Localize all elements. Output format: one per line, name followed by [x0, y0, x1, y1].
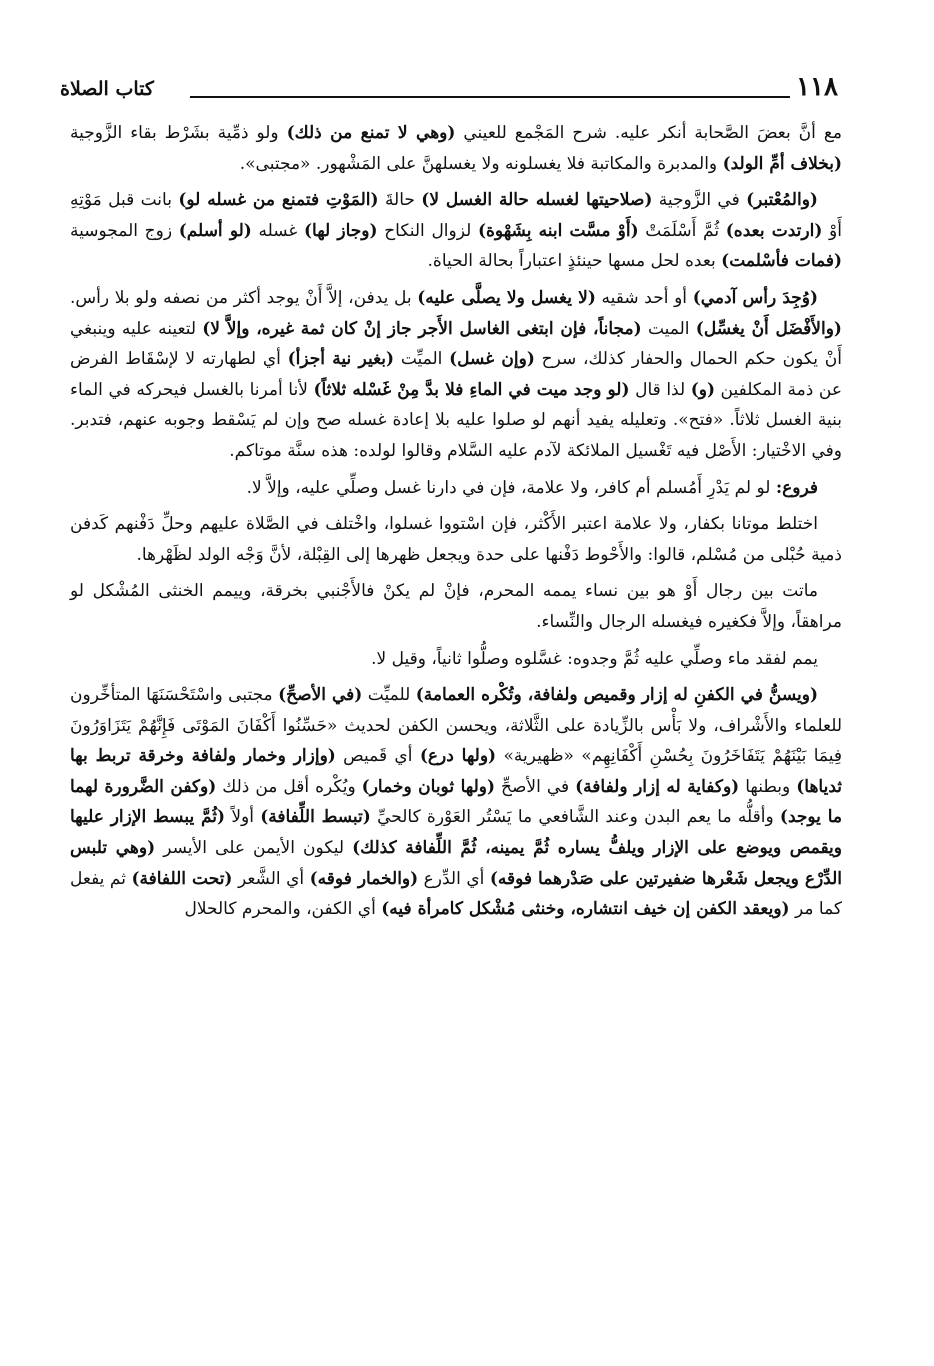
bold-run: (والمُعْتبر)	[746, 190, 818, 211]
bold-run: (ثُمَّ يبسط الإزار عليها ويقمص ويوضع على الإزار ويلفُّ يساره ثُمَّ يمينه، ثُمَّ اللِّفافة كذلك)	[70, 807, 843, 859]
text-run: أي لطهارته لا لإسْقَاط الفرض عن ذمة المكلفين	[70, 349, 842, 400]
text-run: بانت قبل مَوْتِهِ أَوْ	[70, 190, 842, 241]
text-run: يمم لفقد ماء وصلِّي عليه ثُمَّ وجدوه: غسَّلوه وصلُّوا ثانياً، وقيل لا.	[371, 648, 818, 669]
text-run: غسله	[251, 220, 304, 241]
bold-run: (بخلاف أمِّ الولد)	[722, 153, 842, 174]
bold-run: فروع:	[775, 477, 818, 498]
text-run: مجتبى واسْتَحْسَنَهَا المتأخِّرون للعلماء والأَشْراف، ولا بَأْس بالزِّيادة على الثَّلاثة، ويحسن الكفن لحديث «حَسِّنُوا أَكْفَانَ المَوْتَى فَإِنَّهُمْ يَتَزَاوَرُونَ فِيمَا بَيْنَهُمْ يَتَفَاخَرُونَ بِحُسْنِ أَكْفَانِهِم» «ظهيرية»	[70, 685, 843, 767]
paragraph	[70, 680, 842, 925]
bold-run: (ارتدت بعده)	[725, 220, 823, 241]
text-run: زوج المجوسية	[70, 220, 179, 241]
text-run: للميِّت	[362, 685, 416, 706]
text-run: أي الكفن، والمحرم كالحلال	[184, 899, 382, 920]
text-run: وأقلُّه ما يعم البدن وعند الشَّافعي ما يَسْتُر العَوْرة كالحيِّ	[370, 807, 780, 828]
text-run: في الزَّوجية	[652, 190, 747, 211]
text-run: ليكون الأيمن على الأيسر	[155, 838, 353, 859]
text-run: أي الشَّعر	[232, 868, 310, 889]
bold-run: (والأَفْضَل أَنْ يغسِّل)	[695, 318, 842, 339]
bold-run: (لو وجد ميت في الماءِ فلا بدَّ مِنْ غَسْله ثلاثاً)	[313, 379, 630, 400]
page-header	[60, 72, 838, 106]
paragraph	[70, 283, 842, 467]
text-run: بل يدفن، إلاَّ أَنْ يوجد أكثر من نصفه ولو بلا رأس.	[70, 287, 418, 308]
text-run: بعده لحل مسها حينئذٍ اعتباراً بحالة الحياة.	[427, 251, 722, 272]
header-rule	[190, 96, 790, 98]
bold-run: (ويعقد الكفن إن خيف انتشاره، وخنثى مُشْكل كامرأة فيه)	[381, 899, 790, 920]
text-run: أي الدِّرع	[418, 868, 490, 889]
bold-run: (ويسنُّ في الكفنِ له إزار وقميص ولفافة، وتُكْره العمامة)	[415, 685, 819, 706]
paragraph	[70, 118, 842, 179]
text-run: وبطنها	[739, 776, 797, 797]
bold-run: (مجاناً، فإن ابتغى الغاسل الأَجر جاز إنْ كان ثمة غيره، وإلاَّ لا)	[202, 318, 642, 339]
text-run: الميِّت	[394, 349, 450, 370]
bold-run: (والخمار فوقه)	[309, 868, 419, 889]
text-run: لو لم يَدْرِ أَمُسلم أم كافر، ولا علامة، فإن في دارنا غسل وصلِّي عليه، وإلاَّ لا.	[246, 477, 776, 498]
text-run: ولو ذمِّية بشَرْط بقاء الزَّوجية	[70, 123, 287, 143]
text-run: حالةَ	[378, 190, 422, 211]
text-run: لأنا أمرنا بالغسل فيحركه في الماء بنية الغسل ثلاثاً. «فتح». وتعليله يفيد أنهم لو صلوا عليه بلا إعادة غسله صح وإن لم يَسْقط وجوبه عنهم، فتدبر. وفي الاخْتيار: الأَصْل فيه تَغْسيل الملائكة لآدم عليه السَّلام وقالوا لولده: هذه سنَّة موتاكم.	[70, 379, 842, 461]
text-run: ويُكْره أقل من ذلك	[216, 776, 362, 797]
bold-run: (المَوْتِ فتمنع من غسله لو)	[178, 190, 379, 211]
bold-run: (ولها درع)	[419, 746, 497, 767]
text-run: أولاً	[225, 807, 261, 828]
text-run: الميت	[641, 318, 696, 339]
text-run: لذا قال	[629, 379, 691, 400]
text-run: أو أحد شقيه	[595, 287, 693, 308]
page-number: ١١٨	[796, 72, 838, 102]
bold-run: (وكفاية له إزار ولفافة)	[575, 776, 740, 797]
text-run: ثُمَّ أَسْلَمَتْ	[638, 220, 726, 241]
text-run: والمدبرة والمكاتبة فلا يغسلونه ولا يغسلهنَّ على المَشْهور. «مجتبى».	[239, 153, 723, 174]
body-text	[70, 118, 842, 931]
paragraph	[70, 644, 842, 675]
paragraph	[70, 185, 842, 277]
bold-run: (وإزار وخمار ولفافة وخرقة تربط بها ثدياها)	[70, 746, 842, 797]
text-run: لتعينه عليه وينبغي أَنْ يكون حكم الحمال والحفار كذلك، سرح	[70, 318, 842, 370]
text-run: ثم يفعل كما مر	[70, 868, 842, 920]
bold-run: (بغير نية أجزأ)	[287, 349, 395, 370]
paragraph	[70, 576, 842, 637]
text-run: في الأصحِّ	[495, 776, 576, 797]
bold-run: (صلاحيتها لغسله حالة الغسل لا)	[421, 190, 653, 211]
bold-run: (وجاز لها)	[303, 220, 378, 241]
bold-run: (أَوْ مسَّت ابنه بِشَهْوة)	[477, 220, 639, 241]
bold-run: (لو أسلم)	[178, 220, 252, 241]
bold-run: (في الأصحِّ)	[278, 685, 363, 706]
bold-run: (وهي لا تمنع من ذلك)	[286, 123, 456, 143]
paragraph	[70, 473, 842, 504]
text-run: اختلط موتانا بكفار، ولا علامة اعتبر الأَكْثر، فإن اسْتووا غسلوا، واخْتلف في الصَّلاة عليهم وحلِّ دَفْنهم كَدفن ذمية حُبْلى من مُسْلم، قالوا: والأَحْوط دَفْنها على حدة ويجعل ظهرها إلى القِبْلة، لأنَّ وَجْه الولد لظَهْرها.	[70, 514, 842, 565]
bold-run: (وإن غسل)	[449, 349, 535, 370]
bold-run: (لا يغسل ولا يصلَّى عليه)	[417, 287, 596, 308]
bold-run: (وُجِدَ رأس آدمي)	[692, 287, 819, 308]
bold-run: (تحت اللفافة)	[131, 868, 233, 889]
text-run: لزوال النكاح	[377, 220, 478, 241]
text-run: ماتت بين رجال أَوْ هو بين نساء يممه المحرم، فإنْ لم يكنْ فالأَجْنبي بخرقة، وييمم الخنثى المُشْكل لو مراهقاً، وإلاَّ فكغيره فيغسله الرجال والنِّساء.	[70, 581, 842, 632]
paragraph	[70, 509, 842, 570]
bold-run: (فمات فأسْلمت)	[721, 251, 842, 272]
bold-run: (و)	[690, 379, 715, 400]
chapter-title: كتاب الصلاة	[60, 78, 154, 100]
text-run: مع أنَّ بعضَ الصَّحابة أنكر عليه. شرح المَجْمع للعيني	[455, 123, 842, 143]
bold-run: (وهي تلبس الدِّرْع ويجعل شَعْرها ضفيرتين على صَدْرهما فوقه)	[70, 838, 843, 889]
bold-run: (وكفن الضَّرورة لهما ما يوجد)	[70, 776, 842, 828]
bold-run: (تبسط اللِّفافة)	[260, 807, 371, 828]
bold-run: (ولها ثوبان وخمار)	[361, 776, 496, 797]
text-run: أي قَميص	[335, 746, 420, 767]
